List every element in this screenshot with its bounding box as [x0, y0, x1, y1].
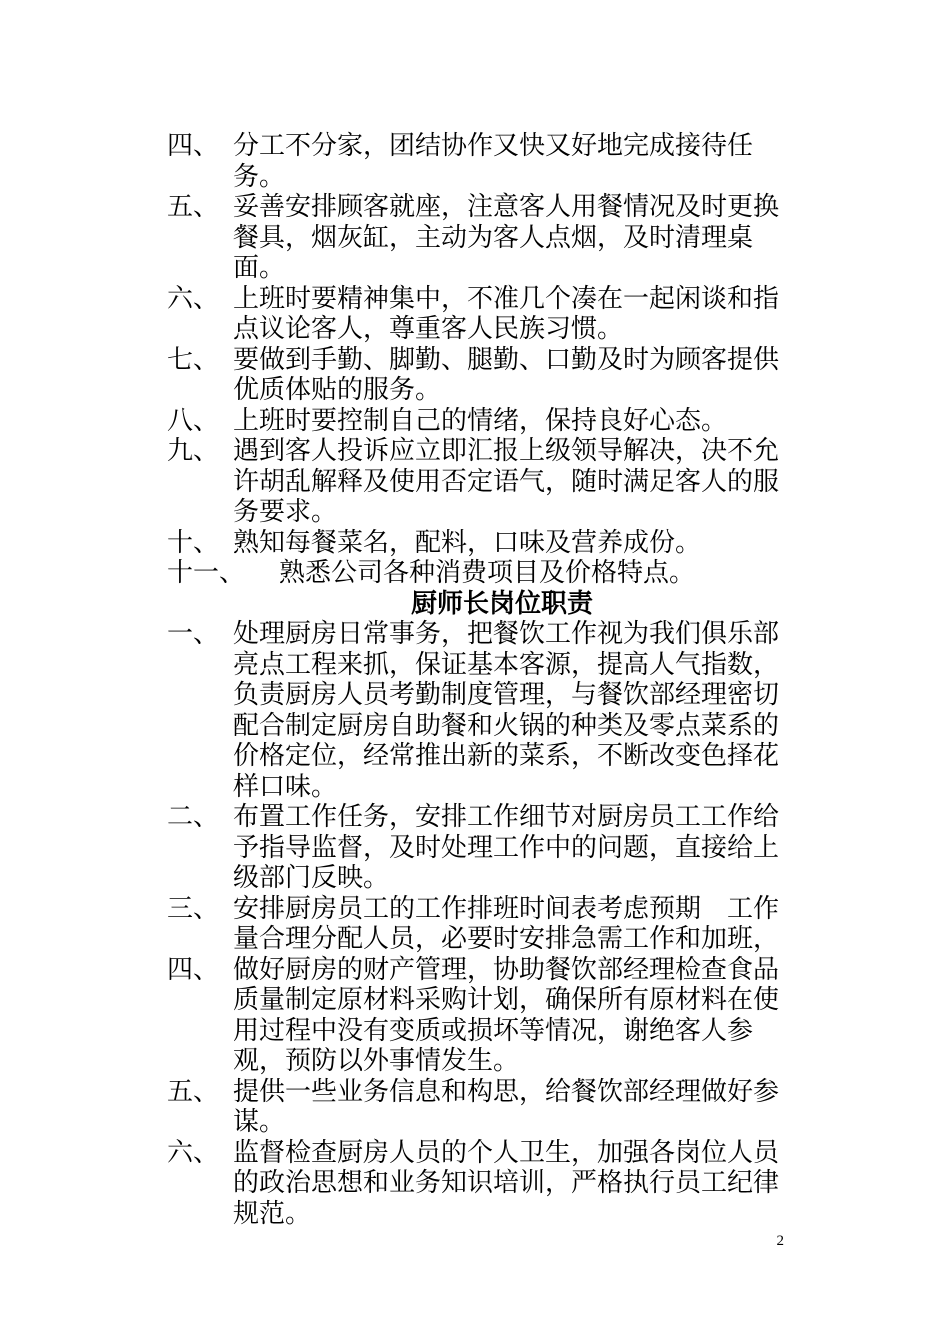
item-text: 妥善安排顾客就座，注意客人用餐情况及时更换餐具，烟灰缸，主动为客人点烟，及时清理桌面。 — [233, 192, 780, 283]
list-item — [167, 894, 797, 955]
list-item — [167, 802, 797, 894]
item-text: 遇到客人投诉应立即汇报上级领导解决，决不允许胡乱解释及使用否定语气，随时满足客人的服务要求。 — [233, 436, 780, 527]
item-text: 处理厨房日常事务，把餐饮工作视为我们俱乐部亮点工程来抓，保证基本客源，提高人气指数，负责厨房人员考勤制度管理，与餐饮部经理密切配合制定厨房自助餐和火锅的种类及零点菜系的价格定位，经常推出新的菜系，不断改变色择花样口味。 — [233, 619, 780, 802]
item-number: 六、 — [167, 1137, 220, 1168]
list-item — [167, 436, 797, 528]
list-item — [167, 955, 797, 1077]
list-item — [167, 406, 797, 437]
item-text: 要做到手勤、脚勤、腿勤、口勤及时为顾客提供优质体贴的服务。 — [233, 344, 780, 405]
list-item — [167, 192, 797, 284]
item-text: 上班时要精神集中，不准几个凑在一起闲谈和指点议论客人，尊重客人民族习惯。 — [233, 283, 780, 344]
section-title: 厨师长岗位职责 — [410, 588, 593, 619]
item-text: 监督检查厨房人员的个人卫生，加强各岗位人员的政治思想和业务知识培训，严格执行员工纪律规范。 — [233, 1137, 780, 1229]
item-number: 五、 — [167, 192, 220, 222]
page-number: 2 — [776, 1233, 784, 1249]
item-text: 上班时要控制自己的情绪，保持良好心态。 — [233, 405, 728, 436]
item-number: 十、 — [167, 527, 220, 558]
list-item — [167, 131, 797, 192]
item-number: 一、 — [167, 619, 220, 649]
item-text: 分工不分家，团结协作又快又好地完成接待任务。 — [233, 131, 754, 192]
list-item — [167, 619, 797, 802]
item-number: 六、 — [167, 283, 220, 314]
document-body — [167, 131, 797, 1229]
item-text: 熟知每餐菜名，配料，口味及营养成份。 — [233, 527, 702, 558]
item-text: 安排厨房员工的工作排班时间表考虑预期 工作量合理分配人员，必要时安排急需工作和加班， — [233, 893, 780, 954]
list-item — [167, 1077, 797, 1138]
item-text: 提供一些业务信息和构思，给餐饮部经理做好参谋。 — [233, 1076, 780, 1137]
list-item — [167, 284, 797, 345]
item-text: 熟悉公司各种消费项目及价格特点。 — [279, 558, 696, 588]
item-number: 四、 — [167, 131, 220, 161]
item-number: 七、 — [167, 344, 220, 375]
item-number: 二、 — [167, 802, 220, 832]
list-item — [167, 558, 797, 589]
item-number: 十一、 — [167, 558, 246, 588]
item-number: 九、 — [167, 436, 220, 466]
item-number: 三、 — [167, 893, 220, 924]
item-text: 布置工作任务，安排工作细节对厨房员工工作给予指导监督，及时处理工作中的问题，直接给上级部门反映。 — [233, 802, 780, 893]
item-number: 四、 — [167, 954, 220, 985]
item-text: 做好厨房的财产管理，协助餐饮部经理检查食品质量制定原材料采购计划，确保所有原材料在使用过程中没有变质或损坏等情况，谢绝客人参观，预防以外事情发生。 — [233, 954, 780, 1076]
list-item — [167, 345, 797, 406]
list-item — [167, 1138, 797, 1230]
item-number: 八、 — [167, 405, 220, 436]
list-item — [167, 528, 797, 559]
item-number: 五、 — [167, 1076, 220, 1107]
